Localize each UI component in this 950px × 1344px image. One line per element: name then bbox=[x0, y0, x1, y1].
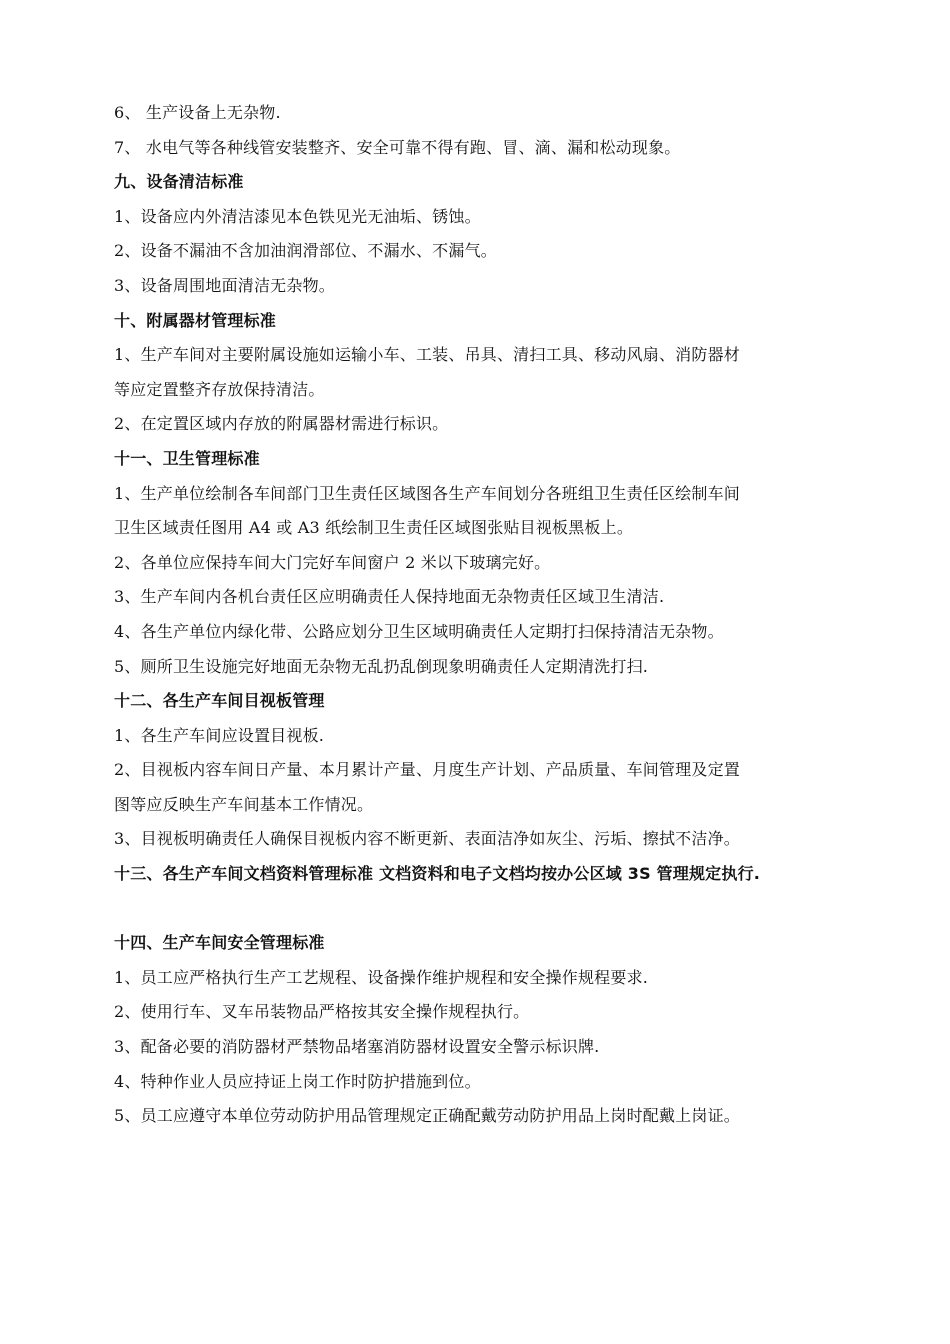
list-item: 2、在定置区域内存放的附属器材需进行标识。 bbox=[114, 414, 449, 434]
section-heading: 十二、各生产车间目视板管理 bbox=[114, 691, 325, 711]
list-item: 5、厕所卫生设施完好地面无杂物无乱扔乱倒现象明确责任人定期清洗打扫. bbox=[114, 656, 649, 676]
list-item: 3、目视板明确责任人确保目视板内容不断更新、表面洁净如灰尘、污垢、擦拭不洁净。 bbox=[114, 829, 740, 849]
list-item: 3、设备周围地面清洁无杂物。 bbox=[114, 275, 335, 295]
list-item: 卫生区域责任图用 A4 或 A3 纸绘制卫生责任区域图张贴目视板黑板上。 bbox=[114, 518, 634, 538]
section-heading: 十一、卫生管理标准 bbox=[114, 448, 260, 468]
list-item: 2、设备不漏油不含加油润滑部位、不漏水、不漏气。 bbox=[114, 241, 497, 261]
section-heading: 十四、生产车间安全管理标准 bbox=[114, 933, 325, 953]
list-item: 1、生产车间对主要附属设施如运输小车、工装、吊具、清扫工具、移动风扇、消防器材 bbox=[114, 345, 740, 365]
blank-line bbox=[114, 892, 874, 927]
list-item: 1、设备应内外清洁漆见本色铁见光无油垢、锈蚀。 bbox=[114, 206, 481, 226]
list-item: 1、员工应严格执行生产工艺规程、设备操作维护规程和安全操作规程要求. bbox=[114, 967, 649, 987]
list-item: 3、配备必要的消防器材严禁物品堵塞消防器材设置安全警示标识牌. bbox=[114, 1037, 600, 1057]
list-item: 1、生产单位绘制各车间部门卫生责任区域图各生产车间划分各班组卫生责任区绘制车间 bbox=[114, 483, 740, 503]
list-item: 等应定置整齐存放保持清洁。 bbox=[114, 379, 325, 399]
document-page bbox=[114, 96, 874, 1134]
list-item: 1、各生产车间应设置目视板. bbox=[114, 725, 325, 745]
list-item: 4、各生产单位内绿化带、公路应划分卫生区域明确责任人定期打扫保持清洁无杂物。 bbox=[114, 621, 724, 641]
list-item: 4、特种作业人员应持证上岗工作时防护措施到位。 bbox=[114, 1071, 481, 1091]
section-heading: 九、设备清洁标准 bbox=[114, 172, 244, 192]
section-heading: 十三、各生产车间文档资料管理标准 文档资料和电子文档均按办公区域 3S 管理规定执行. bbox=[114, 864, 761, 884]
list-item: 6、 生产设备上无杂物. bbox=[114, 103, 281, 122]
list-item: 2、各单位应保持车间大门完好车间窗户 2 米以下玻璃完好。 bbox=[114, 552, 551, 572]
section-heading: 十、附属器材管理标准 bbox=[114, 310, 277, 330]
list-item: 7、 水电气等各种线管安装整齐、安全可靠不得有跑、冒、滴、漏和松动现象。 bbox=[114, 137, 681, 157]
list-item: 5、员工应遵守本单位劳动防护用品管理规定正确配戴劳动防护用品上岗时配戴上岗证。 bbox=[114, 1106, 740, 1126]
list-item: 图等应反映生产车间基本工作情况。 bbox=[114, 794, 374, 814]
list-item: 3、生产车间内各机台责任区应明确责任人保持地面无杂物责任区域卫生清洁. bbox=[114, 587, 665, 607]
list-item: 2、目视板内容车间日产量、本月累计产量、月度生产计划、产品质量、车间管理及定置 bbox=[114, 760, 740, 780]
list-item: 2、使用行车、叉车吊装物品严格按其安全操作规程执行。 bbox=[114, 1002, 530, 1022]
